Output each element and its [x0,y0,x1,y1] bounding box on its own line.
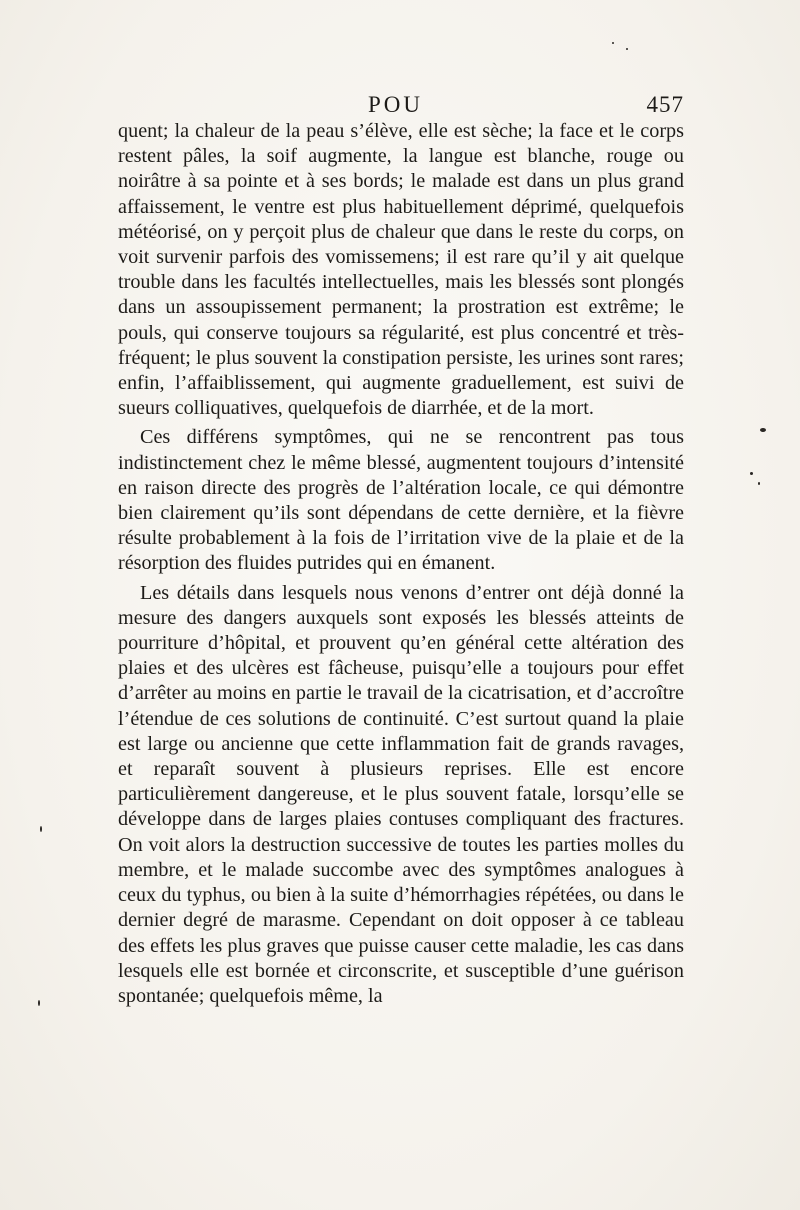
margin-mark [750,472,753,475]
margin-mark [612,42,614,44]
page-header [118,92,684,120]
body-text [118,119,684,1009]
paragraph-progression: Ces différens symptômes, qui ne se rencontrent pas tous indistinctement chez le même blessé, augmentent toujours d’intensité en raison directe des progrès de l’altération locale, ce qui démontre bien clairement qu’ils sont dépendans de cette dernière, et la fièvre résulte probablement à la fois de l’irritation vive de la plaie et de la résorption des fluides putrides qui en émanent. [118,426,684,575]
margin-mark [760,428,766,432]
page-number: 457 [646,92,684,117]
paragraph-dangers: Les détails dans lesquels nous venons d’entrer ont déjà donné la mesure des dangers auxquels sont exposés les blessés atteints de pourriture d’hôpital, et prouvent qu’en général cette altération des plaies et des ulcères est fâcheuse, puisqu’elle a toujours pour effet d’arrêter au moins en partie le travail de la cicatrisation, et d’accroître l’étendue de ces solutions de continuité. C’est surtout quand la plaie est large ou ancienne que cette inflammation fait de grands ravages, et reparaît souvent à plusieurs reprises. Elle est encore particulièrement dangereuse, et le plus souvent fatale, lorsqu’elle se développe dans de larges plaies contuses compliquant des fractures. On voit alors la destruction successive de toutes les parties molles du membre, et le malade succombe avec des symptômes analogues à ceux du typhus, ou bien à la suite d’hémorrhagies répétées, ou dans le dernier degré de marasme. Cependant on doit opposer à ce tableau des effets les plus graves que puisse causer cette maladie, les cas dans lesquels elle est bornée et circonscrite, et susceptible d’une guérison spontanée; quelquefois même, la [118,581,684,1007]
running-head: POU [368,92,424,117]
margin-mark [40,826,42,832]
margin-mark [626,48,628,50]
paragraph-symptoms: quent; la chaleur de la peau s’élève, elle est sèche; la face et le corps restent pâles, la soif augmente, la langue est blanche, rouge ou noirâtre à sa pointe et à ses bords; le malade est dans un plus grand affaissement, le ventre est plus habituellement déprimé, quelquefois météorisé, on y perçoit plus de chaleur que dans le reste du corps, on voit survenir parfois des vomissemens; il est rare qu’il y ait quelque trouble dans les facultés intellectuelles, mais les blessés sont plongés dans un assoupissement permanent; la prostration est extrême; le pouls, qui conserve toujours sa régularité, est plus concentré et très-fréquent; le plus souvent la constipation persiste, les urines sont rares; enfin, l’affaiblissement, qui augmente graduellement, est suivi de sueurs colliquatives, quelquefois de diarrhée, et de la mort. [118,120,684,420]
margin-mark [38,1000,40,1006]
margin-mark [758,482,760,485]
